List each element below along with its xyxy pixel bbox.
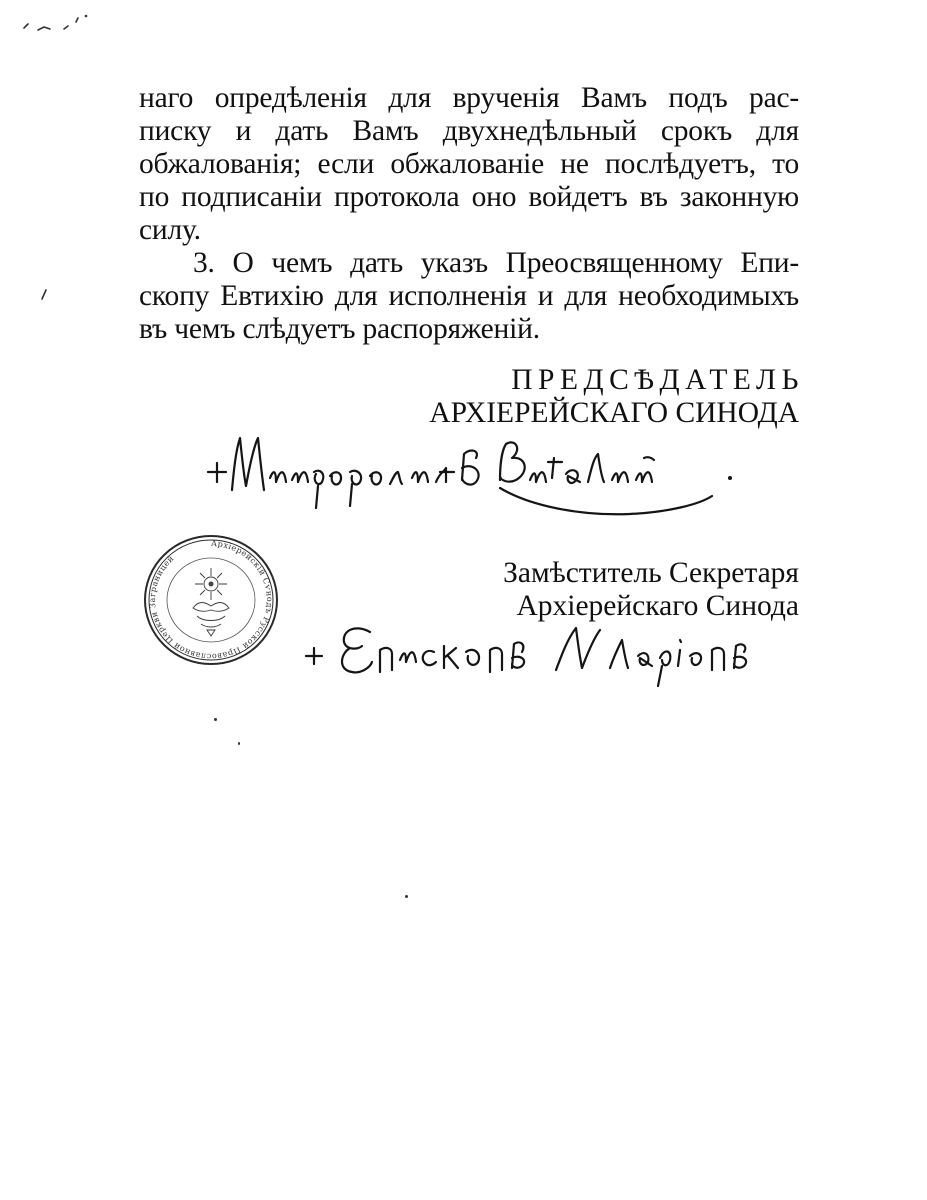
- chairman-signature: [200, 428, 760, 528]
- deputy-title-line: Архіерейскаго Синода: [516, 590, 799, 622]
- body-line: силу.: [139, 214, 201, 246]
- body-line: писку и дать Вамъ двухнедѣльный срокъ для: [139, 115, 799, 147]
- chairman-title-line: АРХІЕРЕЙСКАГО СИНОДА: [429, 397, 799, 429]
- chairman-title: [429, 364, 804, 430]
- scan-speck: [214, 718, 217, 721]
- chairman-title-line: ПРЕДСѢДАТЕЛЬ: [511, 364, 804, 396]
- church-seal: [141, 532, 281, 668]
- body-line: по подписаніи протокола оно войдетъ въ законную: [139, 181, 799, 213]
- scan-mark: [38, 288, 50, 302]
- item-3-line: скопу Евтихію для исполненія и для необходимыхъ: [139, 280, 799, 312]
- deputy-title-line: Замѣститель Секретаря: [503, 557, 799, 589]
- scan-speck: [405, 895, 408, 898]
- item-3-line: въ чемъ слѣдуетъ распоряженій.: [139, 313, 540, 345]
- scan-mark: [20, 10, 90, 36]
- seal-inscription: Архіерейскій Сѵнодъ Русской Православной Церкви Заграницей: [147, 538, 274, 662]
- deputy-signature: [300, 610, 790, 690]
- scan-speck: [238, 742, 240, 745]
- item-3-line: 3. О чемъ дать указъ Преосвященному Епи-: [193, 247, 799, 279]
- body-line: наго опредѣленія для врученія Вамъ подъ рас-: [139, 82, 799, 114]
- document-body: [139, 82, 799, 346]
- body-line: обжалованія; если обжалованіе не послѣдуетъ, то: [139, 148, 799, 180]
